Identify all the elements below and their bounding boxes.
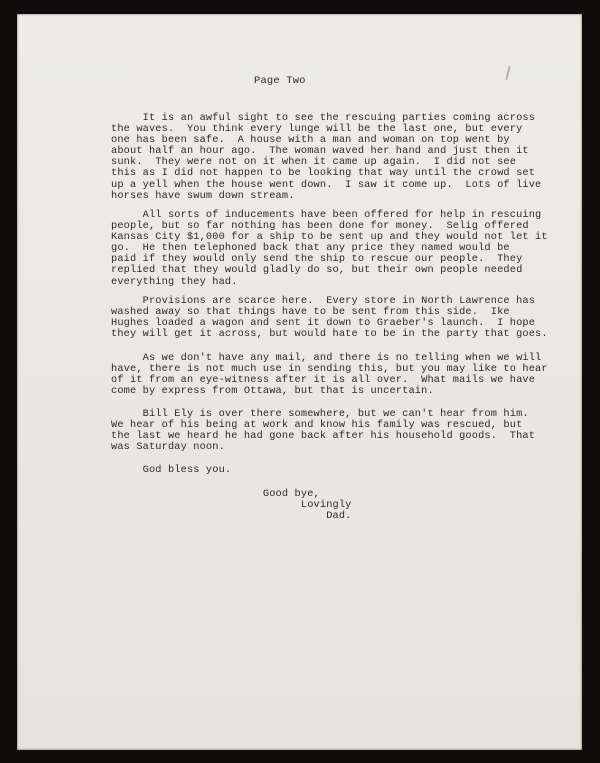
text-line: they will get it across, but would hate to be in the party that goes. — [111, 328, 548, 341]
text-line: It is an awful sight to see the rescuing parties coming across — [111, 112, 536, 124]
text-line: go. He then telephoned back that any price they named would be — [111, 242, 510, 255]
text-line: Kansas City $1,000 for a ship to be sent up and they would not let it — [111, 231, 548, 244]
text-line: Hughes loaded a wagon and sent it down to Graeber's launch. I hope — [111, 317, 536, 330]
closing-signature — [111, 489, 352, 522]
paragraph-bill-ely — [111, 409, 535, 453]
text-line: replied that they would gladly do so, but their own people needed — [111, 264, 523, 277]
text-line: the last we heard he had gone back after his household goods. That — [111, 430, 536, 443]
paragraph-blessing — [111, 465, 231, 476]
closing-line: Good bye, — [111, 488, 320, 500]
text-line: All sorts of inducements have been offered for help in rescuing — [111, 209, 542, 221]
text-line: horses have swum down stream. — [111, 189, 295, 202]
text-line: God bless you. — [111, 464, 232, 476]
text-line: people, but so far nothing has been done for money. Selig offered — [111, 220, 529, 233]
text-line: was Saturday noon. — [111, 441, 225, 454]
paragraph-inducements — [111, 210, 548, 288]
page-heading: Page Two — [254, 75, 306, 87]
text-line: We hear of his being at work and know his family was rescued, but — [111, 419, 523, 432]
text-line: one has been safe. A house with a man and woman on top went by — [111, 134, 510, 147]
paragraph-rescue-parties — [111, 113, 541, 202]
closing-line: Lovingly — [111, 499, 352, 512]
text-line: up a yell when the house went down. I saw it come up. Lots of live — [111, 178, 542, 191]
text-line: everything they had. — [111, 275, 238, 288]
text-line: paid if they would only send the ship to rescue our people. They — [111, 253, 523, 266]
text-line: come by express from Ottawa, but that is uncertain. — [111, 385, 434, 398]
paragraph-provisions — [111, 296, 548, 340]
text-line: of it from an eye-witness after it is all over. What mails we have — [111, 374, 536, 387]
text-line: this as I did not happen to be looking that way until the crowd set — [111, 167, 536, 180]
pencil-mark — [505, 66, 510, 80]
letter-page — [17, 14, 582, 750]
text-line: Bill Ely is over there somewhere, but we can't hear from him. — [111, 408, 529, 420]
text-line: the waves. You think every lunge will be the last one, but every — [111, 123, 523, 136]
closing-line: Dad. — [111, 510, 352, 523]
text-line: As we don't have any mail, and there is no telling when we will — [111, 352, 542, 364]
text-line: have, there is not much use in sending this, but you may like to hear — [111, 363, 548, 376]
text-line: Provisions are scarce here. Every store in North Lawrence has — [111, 295, 536, 307]
text-line: sunk. They were not on it when it came up again. I did not see — [111, 156, 517, 169]
paragraph-mail — [111, 353, 548, 397]
text-line: about half an hour ago. The woman waved her hand and just then it — [111, 145, 529, 158]
text-line: washed away so that things have to be sent from this side. Ike — [111, 306, 510, 319]
